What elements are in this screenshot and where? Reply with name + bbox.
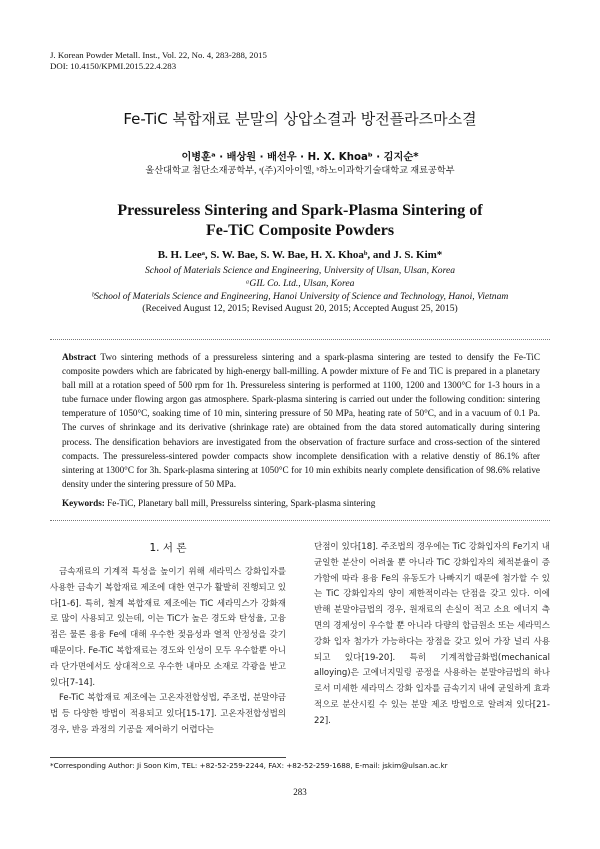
keywords-label: Keywords: bbox=[62, 498, 105, 508]
english-title bbox=[0, 201, 600, 241]
korean-affiliation: 울산대학교 첨단소재공학부, ᵃ(주)지아이엘, ᵇ하노이과학기술대학교 재료공학부 bbox=[145, 165, 455, 175]
bottom-dotted-divider bbox=[50, 520, 550, 521]
affiliation-3: ᵇSchool of Materials Science and Engineering, Hanoi University of Science and Technology, Hanoi, Vietnam bbox=[91, 290, 509, 302]
received-dates: (Received August 12, 2015; Revised August 20, 2015; Accepted August 25, 2015) bbox=[142, 303, 458, 315]
korean-authors: 이병훈ᵃ · 배상원 · 배선우 · H. X. Khoaᵇ · 김지순* bbox=[181, 152, 419, 163]
corresponding-author-footnote: *Corresponding Author: Ji Soon Kim, TEL: +82-52-259-2244, FAX: +82-52-259-1688, E-mail: jskim@ulsan.ac.kr bbox=[50, 761, 448, 770]
english-affiliations bbox=[0, 265, 600, 316]
right-paragraph-1: 단점이 있다[18]. 주조법의 경우에는 TiC 강화입자의 Fe기지 내 균일한 분산이 어려울 뿐 아니라 TiC 강화입자의 체적분율이 증가함에 따라 용융 Fe의 유동도가 나빠지기 때문에 첨가할 수 있는 TiC 강화입자의 양이 제한적이라는 단점을 갖고 있다. 이에 반해 분말야금법의 경우, 원재료의 손실이 적고 소요 에너지 측면의 경제성이 우수할 뿐 아니라 다량의 합금원소 또는 세라믹스 강화 입자 첨가가 가능하다는 장점을 갖고 있어 가장 널리 사용되고 있다[19-20]. 특히 기계적합금화법(mechanical alloying)은 고에너지밀링 공정을 사용하는 분말야금법의 하나로서 미세한 세라믹스 강화 입자를 금속기지 내에 균일하게 효과적으로 분산시킬 수 있는 분말 제조 방법으로 알려져 있다[21-22]. bbox=[314, 542, 550, 726]
abstract bbox=[62, 350, 540, 491]
journal-header bbox=[50, 50, 267, 72]
top-dotted-divider bbox=[50, 339, 550, 340]
left-column bbox=[50, 565, 286, 739]
english-title-line-2: Fe-TiC Composite Powders bbox=[205, 222, 395, 239]
journal-citation: J. Korean Powder Metall. Inst., Vol. 22, No. 4, 283-288, 2015 bbox=[50, 50, 267, 60]
english-title-line-1: Pressureless Sintering and Spark-Plasma Sintering of bbox=[117, 202, 483, 219]
affiliation-1: School of Materials Science and Engineering, University of Ulsan, Ulsan, Korea bbox=[144, 265, 456, 276]
abstract-label: Abstract bbox=[62, 352, 97, 362]
section-heading-introduction: 1. 서 론 bbox=[149, 542, 187, 554]
keywords bbox=[62, 498, 540, 508]
korean-title: Fe-TiC 복합재료 분말의 상압소결과 방전플라즈마소결 bbox=[123, 110, 477, 128]
abstract-text: Two sintering methods of a pressureless sintering and a spark-plasma sintering are tested to densify the Fe-TiC composite powders which are fabricated by high-energy ball-milling. A powder mixture of Fe and TiC is prepared in a planetary ball mill at a rotation speed of 500 rpm for 1h. Pressureless sintering is performed at 1100, 1200 and 1300°C for 1-3 hours in a tube furnace under flowing argon gas atmosphere. Spark-plasma sintering is carried out under the following condition: sintering temperature of 1050°C, soaking time of 10 min, sintering pressure of 50 MPa, heating rate of 50°C, and in a vacuum of 0.1 Pa. The curves of shrinkage and its derivative (shrinkage rate) are obtained from the data stored automatically during sintering process. The densification behaviors are investigated from the observation of fracture surface and cross-section of the sintered compacts. The pressureless-sintered powder compacts show incomplete densification with a relative denstiy of 86.1% after sintering at 1300°C for 3h. Spark-plasma sintering at 1050°C for 10 min exhibits nearly complete densification of 98.6% relative density under the sintering pressure of 50 MPa. bbox=[62, 352, 540, 489]
right-column bbox=[314, 540, 550, 730]
footnote-rule bbox=[50, 757, 286, 758]
left-paragraph-1: 금속재료의 기계적 특성을 높이기 위해 세라믹스 강화입자를 사용한 금속기 복합재료 제조에 대한 연구가 활발히 진행되고 있다[1-6]. 특히, 철계 복합재료 제조에는 TiC 세라믹스가 강화재로 많이 사용되고 있는데, 이는 TiC가 높은 경도와 탄성율, 고융점은 물론 용융 Fe에 대해 우수한 젖음성과 열적 안정성을 갖기 때문이다. Fe-TiC 복합재료는 경도와 인성이 모두 우수할뿐 아니라 단가면에서도 상대적으로 우수한 내마모 소재로 각광을 받고 있다[7-14]. bbox=[50, 567, 286, 688]
affiliation-2: ᵃGIL Co. Ltd., Ulsan, Korea bbox=[245, 277, 355, 289]
left-paragraph-2: Fe-TiC 복합재료 제조에는 고온자전합성법, 주조법, 분말야금법 등 다양한 방법이 적용되고 있다[15-17]. 고온자전합성법의 경우, 반응 과정의 기공을 제어하기 어렵다는 bbox=[50, 693, 286, 735]
page-number: 283 bbox=[293, 787, 307, 797]
english-authors: B. H. Leeᵃ, S. W. Bae, S. W. Bae, H. X. Khoaᵇ, and J. S. Kim* bbox=[157, 249, 443, 261]
keywords-text: Fe-TiC, Planetary ball mill, Pressurelss sintering, Spark-plasma sintering bbox=[107, 498, 376, 508]
doi-line: DOI: 10.4150/KPMI.2015.22.4.283 bbox=[50, 61, 177, 71]
